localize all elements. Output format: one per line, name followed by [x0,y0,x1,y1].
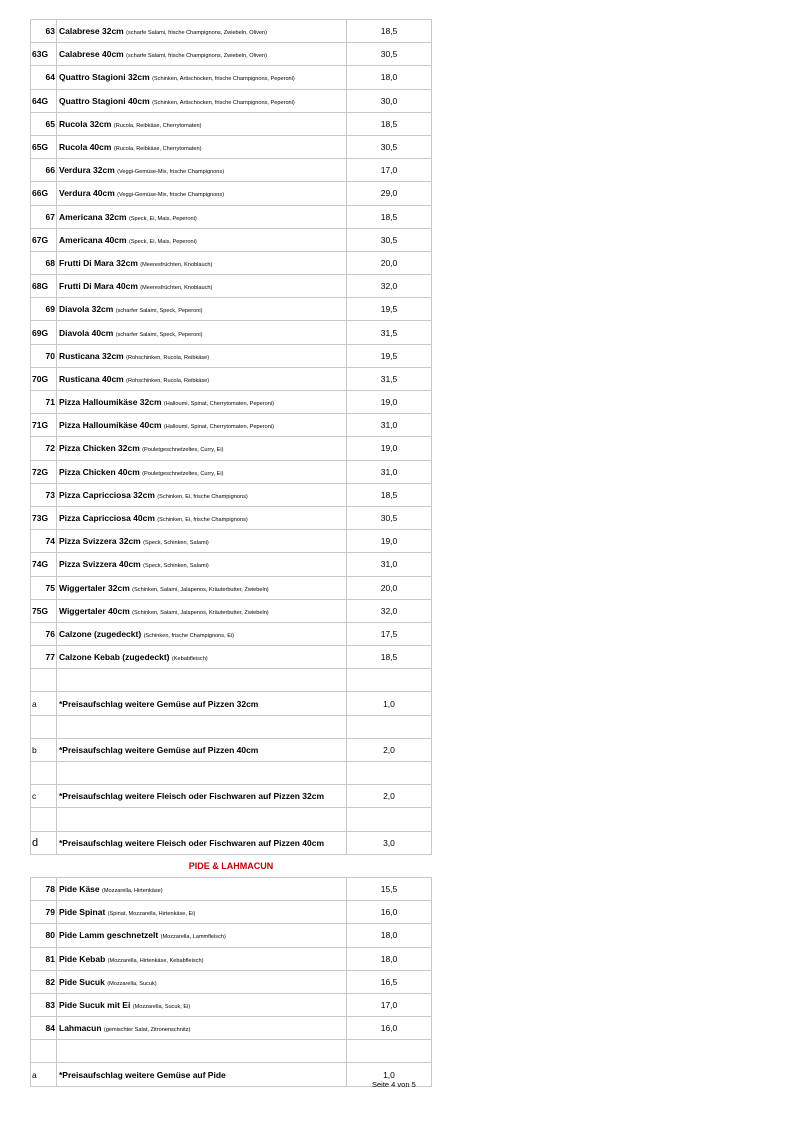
menu-item-row [31,391,432,414]
item-description: (Speck, Ei, Mais, Peperoni) [128,238,197,245]
item-name: Pizza Svizzera 40cm [59,559,141,570]
empty-cell [57,715,347,738]
item-name-cell [57,66,347,89]
item-number: 79 [31,901,57,924]
item-name: Pizza Capricciosa 32cm [59,489,155,500]
item-description: (Meeresfrüchten, Knoblauch) [140,261,213,268]
item-number: 78 [31,877,57,900]
item-number: 63G [31,43,57,66]
item-name-cell [57,924,347,947]
surcharge-letter: d [31,831,57,854]
item-price: 19,0 [347,391,432,414]
item-number: 82 [31,970,57,993]
menu-item-row [31,530,432,553]
item-price: 17,0 [347,159,432,182]
item-name-cell [57,553,347,576]
item-name: Calzone Kebab (zugedeckt) [59,652,170,663]
item-number: 65G [31,135,57,158]
item-name-cell [57,205,347,228]
menu-item-row [31,205,432,228]
item-price: 17,0 [347,993,432,1016]
surcharge-price: 1,0 [347,1063,432,1086]
item-name-cell [57,182,347,205]
empty-cell [57,762,347,785]
item-name: Rucola 32cm [59,118,112,129]
item-price: 32,0 [347,599,432,622]
item-description: (Pouletgeschnetzeltes, Curry, Ei) [142,447,224,454]
item-price: 31,0 [347,414,432,437]
item-price: 29,0 [347,182,432,205]
item-number: 65 [31,112,57,135]
item-name: Diavola 40cm [59,327,114,338]
item-name-cell [57,159,347,182]
item-price: 31,0 [347,553,432,576]
item-name-cell [57,622,347,645]
surcharge-price: 3,0 [347,831,432,854]
surcharge-letter: c [31,785,57,808]
item-number: 72 [31,437,57,460]
item-number: 64G [31,89,57,112]
item-description: (scharfer Salami, Speck, Peperoni) [115,308,203,315]
menu-item-row [31,43,432,66]
empty-cell [31,1040,57,1063]
item-name-cell [57,483,347,506]
item-description: (Meeresfrüchten, Knoblauch) [140,285,213,292]
item-price: 18,0 [347,947,432,970]
surcharge-price: 2,0 [347,785,432,808]
item-description: (Speck, Schinken, Salami) [143,540,209,547]
item-description: (scharfe Salami, frische Champignons, Zwiebeln, Oliven) [126,30,267,37]
item-name-cell [57,20,347,43]
item-name-cell [57,344,347,367]
menu-item-row [31,321,432,344]
item-number: 70 [31,344,57,367]
item-number: 68G [31,275,57,298]
item-number: 83 [31,993,57,1016]
item-name: Pide Sucuk mit Ei [59,999,131,1010]
menu-item-row [31,159,432,182]
item-name-cell [57,275,347,298]
item-price: 30,5 [347,43,432,66]
item-description: (gemischter Salat, Zitronenschnitz) [103,1027,191,1034]
item-name-cell [57,901,347,924]
blank-row [31,715,432,738]
blank-row [31,808,432,831]
menu-item-row [31,89,432,112]
item-description: (Veggi-Gemüse-Mix, frische Champignons) [117,169,225,176]
item-price: 19,5 [347,298,432,321]
menu-item-row [31,646,432,669]
menu-item-row [31,182,432,205]
item-price: 18,5 [347,483,432,506]
item-price: 30,5 [347,135,432,158]
item-name-cell [57,530,347,553]
item-description: (Schinken, Ei, frische Champignons) [157,517,248,524]
surcharge-name-cell [57,1063,347,1086]
item-number: 75 [31,576,57,599]
surcharge-name: *Preisaufschlag weitere Gemüse auf Pide [59,1069,226,1080]
item-number: 71G [31,414,57,437]
item-name-cell [57,321,347,344]
item-description: (Schinken, frische Champignons, Ei) [143,632,235,639]
surcharge-name-cell [57,738,347,761]
menu-item-row [31,344,432,367]
item-number: 68 [31,251,57,274]
item-number: 72G [31,460,57,483]
menu-item-row [31,877,432,900]
empty-cell [347,1040,432,1063]
menu-item-row [31,275,432,298]
item-price: 20,0 [347,576,432,599]
item-name: Pide Sucuk [59,976,105,987]
item-number: 67G [31,228,57,251]
surcharge-name: *Preisaufschlag weitere Gemüse auf Pizzen 40cm [59,744,259,755]
surcharge-letter: a [31,1063,57,1086]
item-price: 20,0 [347,251,432,274]
item-name: Pide Kebab [59,953,106,964]
item-number: 69G [31,321,57,344]
item-number: 76 [31,622,57,645]
item-name: Pide Lamm geschnetzelt [59,930,159,941]
item-description: (Schinken, Salami, Jalapenos, Kräuterbutter, Zwiebeln) [132,586,269,593]
item-number: 66G [31,182,57,205]
menu-item-row [31,576,432,599]
item-name: Pide Käse [59,884,100,895]
item-description: (Rucola, Reibkäse, Cherrytomaten) [113,146,202,153]
menu-item-row [31,1017,432,1040]
empty-cell [57,1040,347,1063]
item-price: 30,0 [347,89,432,112]
item-description: (Mozzarella, Sucuk) [107,980,157,987]
item-name-cell [57,89,347,112]
item-price: 30,5 [347,506,432,529]
item-number: 77 [31,646,57,669]
surcharge-letter: a [31,692,57,715]
menu-item-row [31,112,432,135]
item-name: Frutti Di Mara 40cm [59,281,138,292]
item-price: 19,5 [347,344,432,367]
item-price: 31,5 [347,367,432,390]
menu-item-row [31,924,432,947]
item-price: 16,0 [347,901,432,924]
item-price: 18,5 [347,112,432,135]
empty-cell [347,762,432,785]
surcharge-name-cell [57,692,347,715]
item-name-cell [57,437,347,460]
item-description: (Mozzarella, Lammfleisch) [160,934,226,941]
item-description: (scharfer Salami, Speck, Peperoni) [115,331,203,338]
empty-cell [347,715,432,738]
item-description: (Schinken, Artischocken, frische Champignons, Peperoni) [152,99,295,106]
item-name: Pizza Capricciosa 40cm [59,513,155,524]
menu-item-row [31,367,432,390]
item-name-cell [57,414,347,437]
item-price: 16,0 [347,1017,432,1040]
item-name-cell [57,367,347,390]
item-price: 15,5 [347,877,432,900]
blank-row [31,669,432,692]
item-number: 81 [31,947,57,970]
item-number: 67 [31,205,57,228]
item-name: Rusticana 40cm [59,373,124,384]
menu-item-row [31,553,432,576]
surcharge-name: *Preisaufschlag weitere Gemüse auf Pizzen 32cm [59,698,259,709]
menu-item-row [31,460,432,483]
item-price: 32,0 [347,275,432,298]
item-description: (Schinken, Salami, Jalapenos, Kräuterbutter, Zwiebeln) [132,609,269,616]
menu-item-row [31,993,432,1016]
item-name-cell [57,970,347,993]
menu-item-row [31,228,432,251]
menu-item-row [31,20,432,43]
item-description: (Halloumi, Spinat, Cherrytomaten, Peperoni) [163,401,274,408]
item-name-cell [57,993,347,1016]
menu-item-row [31,901,432,924]
item-name-cell [57,43,347,66]
menu-item-row [31,135,432,158]
menu-item-row [31,947,432,970]
menu-item-row [31,437,432,460]
empty-cell [347,669,432,692]
empty-cell [31,808,57,831]
section-title: PIDE & LAHMACUN [31,854,432,877]
item-price: 18,5 [347,20,432,43]
empty-cell [31,762,57,785]
item-number: 84 [31,1017,57,1040]
item-number: 70G [31,367,57,390]
surcharge-name-cell [57,831,347,854]
item-name-cell [57,135,347,158]
surcharge-row [31,785,432,808]
surcharge-name: *Preisaufschlag weitere Fleisch oder Fischwaren auf Pizzen 40cm [59,837,325,848]
item-name: Pizza Halloumikäse 32cm [59,397,162,408]
item-name: Pizza Svizzera 32cm [59,536,141,547]
item-number: 74 [31,530,57,553]
item-description: (Speck, Ei, Mais, Peperoni) [128,215,197,222]
menu-item-row [31,483,432,506]
item-name-cell [57,460,347,483]
item-name: Quattro Stagioni 32cm [59,72,150,83]
item-description: (Rucola, Reibkäse, Cherrytomaten) [113,122,202,129]
item-description: (Rohschinken, Rucola, Reibkäse) [126,354,210,361]
surcharge-row [31,692,432,715]
item-description: (scharfe Salami, frische Champignons, Zwiebeln, Oliven) [126,53,267,60]
item-name: Americana 40cm [59,234,127,245]
item-name: Pizza Halloumikäse 40cm [59,420,162,431]
item-price: 18,0 [347,924,432,947]
item-name: Calabrese 40cm [59,49,124,60]
item-price: 16,5 [347,970,432,993]
item-description: (Veggi-Gemüse-Mix, frische Champignons) [117,192,225,199]
item-price: 30,5 [347,228,432,251]
menu-item-row [31,298,432,321]
item-name: Calabrese 32cm [59,26,124,37]
item-name: Pide Spinat [59,907,106,918]
surcharge-price: 1,0 [347,692,432,715]
empty-cell [347,808,432,831]
item-description: (Schinken, Ei, frische Champignons) [157,493,248,500]
item-number: 73G [31,506,57,529]
item-price: 18,5 [347,205,432,228]
item-number: 74G [31,553,57,576]
item-number: 75G [31,599,57,622]
surcharge-letter: b [31,738,57,761]
item-name: Americana 32cm [59,211,127,222]
item-description: (Kebabfleisch) [171,656,208,663]
item-description: (Schinken, Artischocken, frische Champignons, Peperoni) [152,76,295,83]
item-name-cell [57,251,347,274]
surcharge-row [31,738,432,761]
item-name-cell [57,599,347,622]
item-name: Pizza Chicken 32cm [59,443,140,454]
empty-cell [57,808,347,831]
item-name-cell [57,298,347,321]
item-description: (Mozzarella, Hirtenkäse, Kebabfleisch) [107,957,204,964]
item-name-cell [57,112,347,135]
menu-table [30,19,432,1087]
item-price: 31,0 [347,460,432,483]
item-name: Calzone (zugedeckt) [59,628,142,639]
item-price: 18,5 [347,646,432,669]
item-name-cell [57,646,347,669]
menu-item-row [31,970,432,993]
item-number: 73 [31,483,57,506]
item-name: Frutti Di Mara 32cm [59,257,138,268]
item-name: Verdura 32cm [59,165,115,176]
surcharge-name: *Preisaufschlag weitere Fleisch oder Fischwaren auf Pizzen 32cm [59,791,325,802]
item-description: (Spinat, Mozzarella, Hirtenkäse, Ei) [107,911,196,918]
section-header-row [31,854,432,877]
menu-item-row [31,622,432,645]
item-number: 69 [31,298,57,321]
blank-row [31,1040,432,1063]
item-number: 64 [31,66,57,89]
item-number: 71 [31,391,57,414]
item-name: Verdura 40cm [59,188,115,199]
item-price: 19,0 [347,437,432,460]
item-price: 18,0 [347,66,432,89]
surcharge-name-cell [57,785,347,808]
item-name: Diavola 32cm [59,304,114,315]
item-description: (Mozzarella, Sucuk, Ei) [132,1003,191,1010]
blank-row [31,762,432,785]
item-description: (Mozzarella, Hirtenkäse) [102,888,163,895]
menu-item-row [31,251,432,274]
item-name: Rusticana 32cm [59,350,124,361]
item-name-cell [57,506,347,529]
item-number: 63 [31,20,57,43]
item-number: 66 [31,159,57,182]
page-number: Seite 4 von 5 [372,1080,416,1089]
item-name-cell [57,576,347,599]
menu-item-row [31,414,432,437]
item-price: 17,5 [347,622,432,645]
item-name: Quattro Stagioni 40cm [59,95,150,106]
empty-cell [57,669,347,692]
item-price: 31,5 [347,321,432,344]
menu-item-row [31,506,432,529]
item-description: (Pouletgeschnetzeltes, Curry, Ei) [142,470,224,477]
surcharge-price: 2,0 [347,738,432,761]
item-name: Pizza Chicken 40cm [59,466,140,477]
item-description: (Halloumi, Spinat, Cherrytomaten, Peperoni) [163,424,274,431]
item-description: (Speck, Schinken, Salami) [143,563,209,570]
item-name: Wiggertaler 32cm [59,582,130,593]
item-name: Rucola 40cm [59,142,112,153]
menu-item-row [31,599,432,622]
item-name-cell [57,877,347,900]
item-name-cell [57,1017,347,1040]
item-name: Wiggertaler 40cm [59,605,130,616]
empty-cell [31,669,57,692]
item-description: (Rohschinken, Rucola, Reibkäse) [126,377,210,384]
empty-cell [31,715,57,738]
item-number: 80 [31,924,57,947]
item-price: 19,0 [347,530,432,553]
surcharge-row [31,831,432,854]
item-name: Lahmacun [59,1023,102,1034]
item-name-cell [57,391,347,414]
item-name-cell [57,947,347,970]
menu-item-row [31,66,432,89]
item-name-cell [57,228,347,251]
